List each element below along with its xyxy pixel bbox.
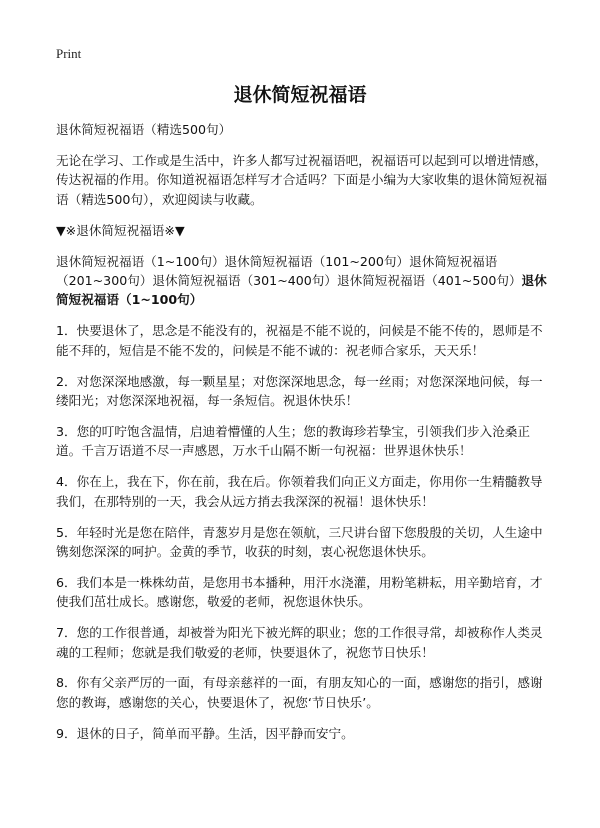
list-item: 2．对您深深地感激，每一颗星星；对您深深地思念，每一丝雨；对您深深地问候，每一缕阳光；对您深深地祝福，每一条短信。祝退休快乐！ [56, 373, 543, 408]
list-item: 3．您的叮咛饱含温情，启迪着懵懂的人生；您的教诲珍若挚宝，引领我们步入沧桑正道。千言万语道不尽一声感恩，万水千山隔不断一句祝福：世界退休快乐！ [56, 423, 530, 459]
intro-paragraph: 无论在学习、工作或是生活中，许多人都写过祝福语吧，祝福语可以起到可以增进情感，传达祝福的作用。你知道祝福语怎样写才合适吗？下面是小编为大家收集的退休简短祝福语（精选500句），欢迎阅读与收藏。 [56, 152, 548, 207]
list-item: 8．你有父亲严厉的一面，有母亲慈祥的一面，有朋友知心的一面，感谢您的指引，感谢您的教诲，感谢您的关心，快要退休了，祝您‘节日快乐’。 [56, 675, 543, 710]
subtitle: 退休简短祝福语（精选500句） [56, 122, 232, 137]
toc-marker: ▼※退休简短祝福语※▼ [56, 222, 185, 238]
toc-links[interactable]: 退休简短祝福语（1~100句）退休简短祝福语（101~200句）退休简短祝福语（201~300句）退休简短祝福语（301~400句）退休简短祝福语（401~500句） [56, 253, 522, 288]
list-item: 7．您的工作很普通，却被誉为阳光下被光辉的职业；您的工作很寻常，却被称作人类灵魂的工程师；您就是我们敬爱的老师，快要退休了，祝您节日快乐！ [56, 625, 543, 660]
list-item: 9．退休的日子，简单而平静。生活，因平静而安宁。 [56, 725, 354, 741]
toc-block [56, 252, 550, 310]
list-item: 5．年轻时光是您在陪伴，青葱岁月是您在领航，三尺讲台留下您殷殷的关切，人生途中镌刻您深深的呵护。金黄的季节，收获的时刻，衷心祝您退休快乐。 [56, 524, 543, 559]
article-body [56, 120, 550, 755]
list-item: 6．我们本是一株株幼苗，是您用书本播种，用汗水浇灌，用粉笔耕耘，用辛勤培育，才使我们茁壮成长。感谢您，敬爱的老师，祝您退休快乐。 [56, 574, 543, 610]
page-title: 退休简短祝福语 [233, 84, 367, 106]
section-heading: 退休简短祝福语（1~100句） [56, 272, 547, 308]
list-item: 4．你在上，我在下，你在前，我在后。你领着我们向正义方面走，你用你一生精髓教导我们，在那特别的一天，我会从远方捎去我深深的祝福！退休快乐！ [56, 474, 543, 509]
print-link[interactable]: Print [56, 46, 82, 61]
list-item: 1．快要退休了，思念是不能没有的，祝福是不能不说的，问候是不能不传的，恩师是不能不拜的，短信是不能不发的，问候是不能不诚的：祝老师合家乐，天天乐！ [56, 323, 543, 358]
